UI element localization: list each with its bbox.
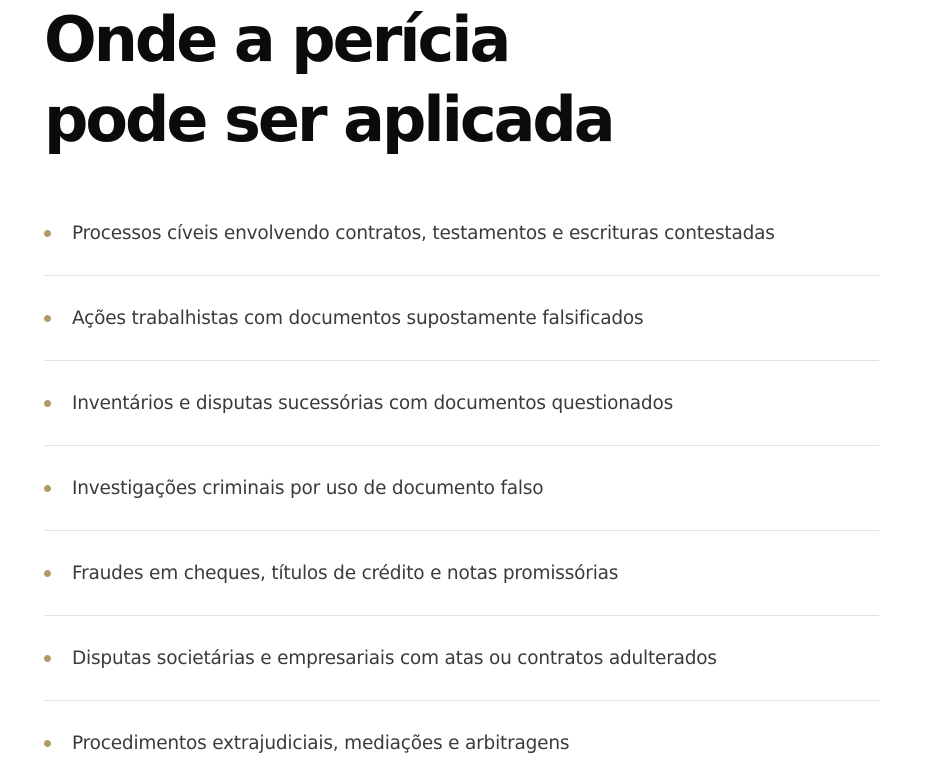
bullet-dot-icon: [44, 400, 51, 407]
list-item: [44, 276, 879, 361]
page-title: [44, 0, 613, 160]
list-item: [44, 616, 879, 701]
bullet-dot-icon: [44, 740, 51, 747]
list-item-text: Fraudes em cheques, títulos de crédito e notas promissórias: [72, 563, 619, 584]
list-item-text: Investigações criminais por uso de documento falso: [72, 478, 544, 499]
bullet-dot-icon: [44, 230, 51, 237]
list-item: [44, 446, 879, 531]
bullet-dot-icon: [44, 315, 51, 322]
list-item-text: Processos cíveis envolvendo contratos, testamentos e escrituras contestadas: [72, 223, 775, 244]
list-item-text: Procedimentos extrajudiciais, mediações e arbitragens: [72, 733, 570, 754]
list-item: [44, 361, 879, 446]
page-title-line-2: pode ser aplicada: [44, 83, 613, 156]
list-item: [44, 191, 879, 276]
list-item: [44, 701, 879, 762]
bullet-dot-icon: [44, 655, 51, 662]
page-title-line-1: Onde a perícia: [44, 3, 509, 76]
bullet-dot-icon: [44, 485, 51, 492]
list-item-text: Ações trabalhistas com documentos supostamente falsificados: [72, 308, 644, 329]
list-item: [44, 531, 879, 616]
bullet-dot-icon: [44, 570, 51, 577]
application-list: [44, 191, 879, 762]
list-item-text: Inventários e disputas sucessórias com documentos questionados: [72, 393, 674, 414]
list-item-text: Disputas societárias e empresariais com atas ou contratos adulterados: [72, 648, 717, 669]
